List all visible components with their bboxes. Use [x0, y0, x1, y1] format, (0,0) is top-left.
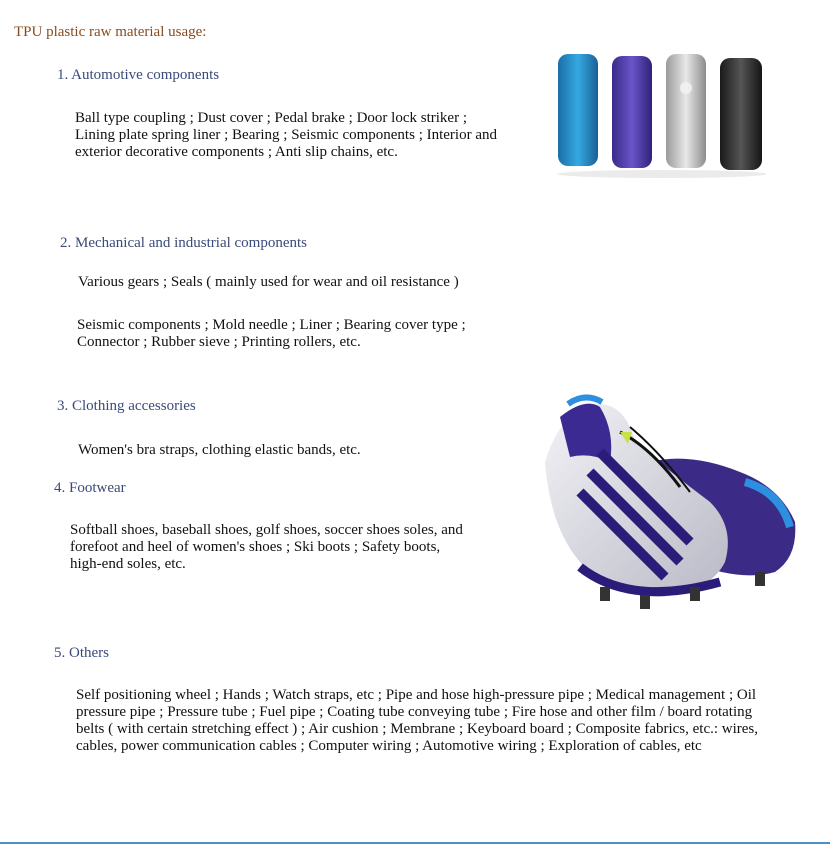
section-text-automotive: Ball type coupling ; Dust cover ; Pedal brake ; Door lock striker ; Lining plate spring liner ; Bearing ; Seismic components ; Interior and exterior decorative components ; Anti slip chains, etc.	[75, 110, 497, 160]
section-heading-footwear: 4. Footwear	[54, 480, 126, 496]
section-heading-mechanical: 2. Mechanical and industrial components	[60, 235, 308, 251]
section-heading-clothing: 3. Clothing accessories	[57, 398, 196, 414]
soccer-shoe-image	[540, 392, 805, 622]
page-title: TPU plastic raw material usage:	[14, 24, 207, 40]
section-text-others: Self positioning wheel ; Hands ; Watch straps, etc ; Pipe and hose high-pressure pipe ; Medical management ; Oil pressure pipe ; Pressure tube ; Fuel pipe ; Coating tube conveying tube ; Fire hose and other film / board rotating belts ( with certain stretching effect ) ; Air cushion ; Membrane ; Keyboard board ; Composite fabrics, etc.: wires, cables, power communication cables ; Computer wiring ; Automotive wiring ; Exploration of cables, etc	[76, 687, 759, 754]
section-text-mechanical-2: Seismic components ; Mold needle ; Liner ; Bearing cover type ; Connector ; Rubber sieve ; Printing rollers, etc.	[77, 317, 466, 350]
section-heading-others: 5. Others	[54, 645, 109, 661]
section-text-footwear: Softball shoes, baseball shoes, golf shoes, soccer shoes soles, and forefoot and heel of women's shoes ; Ski boots ; Safety boots, high-end soles, etc.	[70, 522, 463, 572]
section-text-mechanical-1: Various gears ; Seals ( mainly used for wear and oil resistance )	[78, 274, 459, 290]
bottom-divider	[0, 842, 830, 844]
section-text-clothing: Women's bra straps, clothing elastic bands, etc.	[78, 442, 361, 458]
phone-cases-image	[552, 50, 772, 180]
section-heading-automotive: 1. Automotive components	[57, 67, 220, 83]
